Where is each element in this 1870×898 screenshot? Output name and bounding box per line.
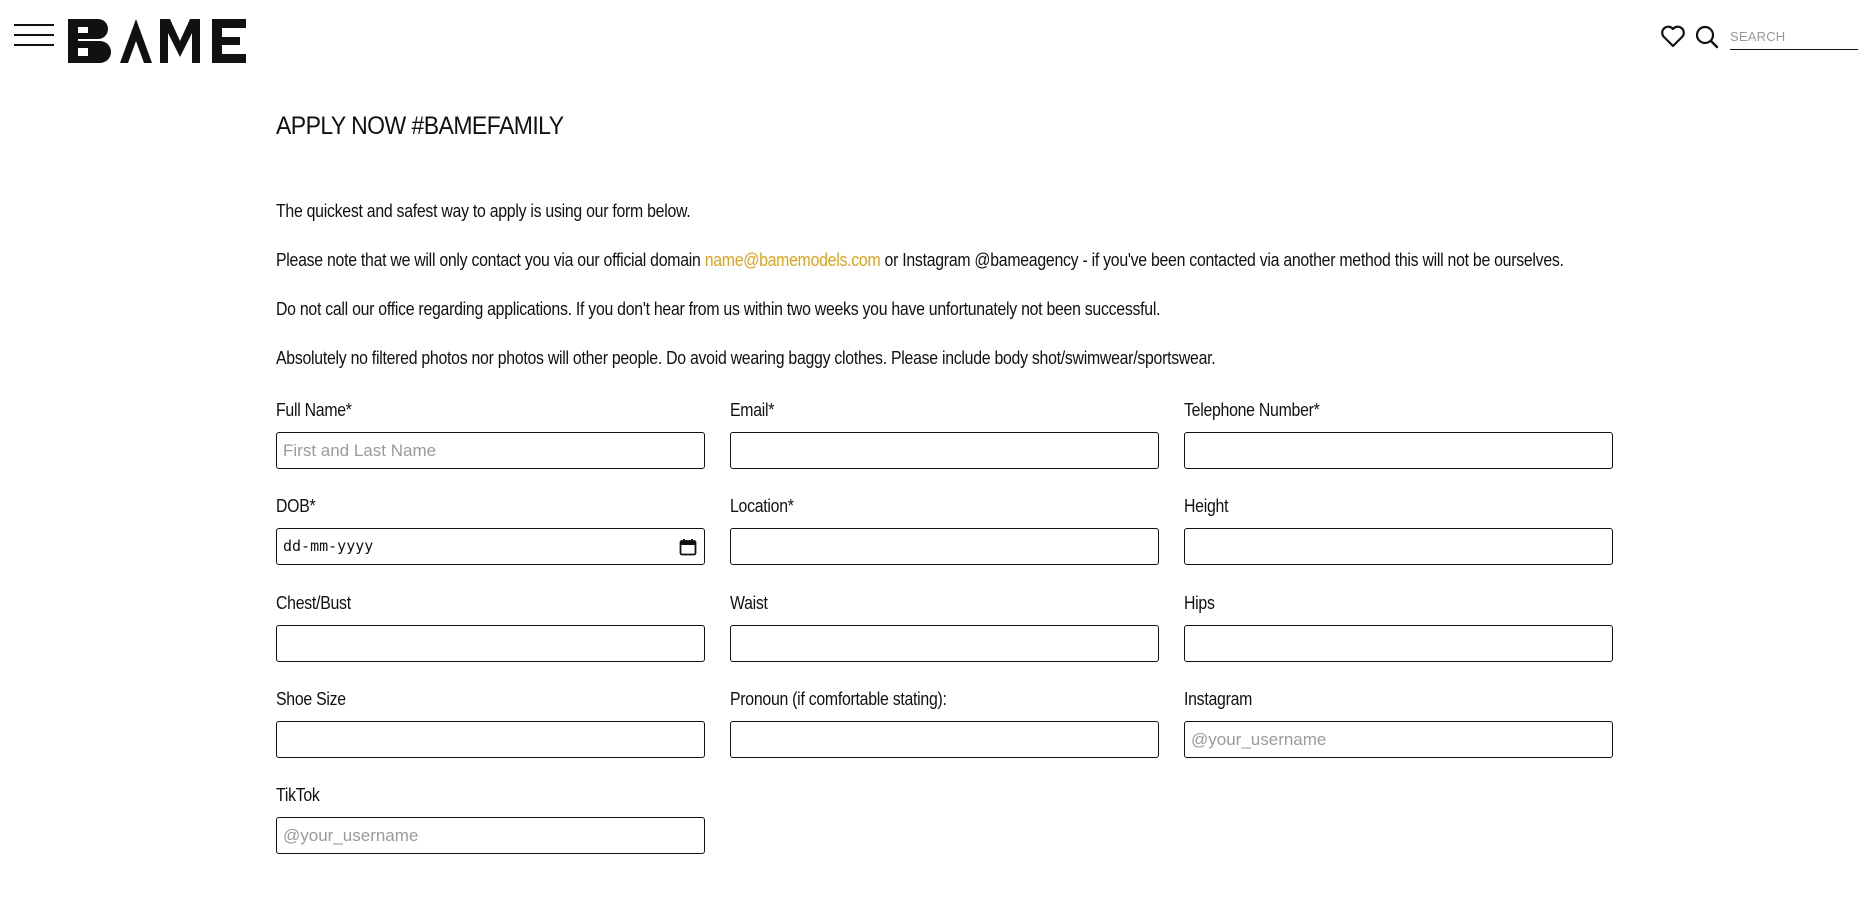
search-icon[interactable] <box>1694 24 1720 50</box>
full-name-input[interactable] <box>276 432 705 469</box>
contact-notice-paragraph <box>276 250 1564 271</box>
pronoun-label: Pronoun (if comfortable stating): <box>730 689 947 709</box>
chest-label: Chest/Bust <box>276 593 351 613</box>
tiktok-input[interactable] <box>276 817 705 854</box>
tiktok-label: TikTok <box>276 785 320 805</box>
menu-line <box>14 24 54 26</box>
dob-input[interactable] <box>276 528 705 565</box>
shoe-size-label: Shoe Size <box>276 689 346 709</box>
search-input[interactable] <box>1730 24 1858 50</box>
page-title: APPLY NOW #BAMEFAMILY <box>276 112 564 140</box>
contact-notice-text: or Instagram @bameagency - if you've been contacted via another method this will not be ourselves. <box>880 250 1564 270</box>
contact-notice-text: Please note that we will only contact you via our official domain <box>276 250 705 270</box>
pronoun-field-group <box>730 689 1159 758</box>
full-name-label: Full Name* <box>276 400 352 420</box>
shoe-size-input[interactable] <box>276 721 705 758</box>
chest-input[interactable] <box>276 625 705 662</box>
location-input[interactable] <box>730 528 1159 565</box>
photo-guidelines-paragraph: Absolutely no filtered photos nor photos will other people. Do avoid wearing baggy clothes. Please include body shot/swimwear/sportswear. <box>276 348 1216 368</box>
location-field-group <box>730 496 1159 565</box>
menu-line <box>14 34 54 36</box>
email-field-group <box>730 400 1159 469</box>
hips-label: Hips <box>1184 593 1215 613</box>
dob-label: DOB* <box>276 496 316 516</box>
telephone-label: Telephone Number* <box>1184 400 1320 420</box>
telephone-field-group <box>1184 400 1613 469</box>
site-header <box>0 0 1870 80</box>
pronoun-input[interactable] <box>730 721 1159 758</box>
dob-field-group <box>276 496 705 565</box>
email-input[interactable] <box>730 432 1159 469</box>
calendar-icon[interactable] <box>679 538 697 556</box>
menu-line <box>14 44 54 46</box>
waist-input[interactable] <box>730 625 1159 662</box>
heart-icon[interactable] <box>1660 24 1686 48</box>
hamburger-menu-icon[interactable] <box>14 22 54 48</box>
height-label: Height <box>1184 496 1229 516</box>
application-intro <box>276 112 1616 368</box>
waist-label: Waist <box>730 593 768 613</box>
email-label: Email* <box>730 400 775 420</box>
location-label: Location* <box>730 496 794 516</box>
intro-paragraph: The quickest and safest way to apply is using our form below. <box>276 201 691 221</box>
tiktok-field-group <box>276 785 705 854</box>
instagram-label: Instagram <box>1184 689 1253 709</box>
official-email-link[interactable]: name@bamemodels.com <box>704 250 881 270</box>
dob-value: dd-mm-yyyy <box>283 537 374 555</box>
header-tools <box>1660 22 1870 52</box>
height-field-group <box>1184 496 1613 565</box>
instagram-field-group <box>1184 689 1613 758</box>
bame-logo[interactable] <box>68 19 268 63</box>
hips-input[interactable] <box>1184 625 1613 662</box>
telephone-input[interactable] <box>1184 432 1613 469</box>
shoe-size-field-group <box>276 689 705 758</box>
waist-field-group <box>730 593 1159 662</box>
hips-field-group <box>1184 593 1613 662</box>
bame-logo-graphic <box>68 19 268 63</box>
instagram-input[interactable] <box>1184 721 1613 758</box>
height-input[interactable] <box>1184 528 1613 565</box>
full-name-field-group <box>276 400 705 469</box>
no-call-paragraph: Do not call our office regarding applications. If you don't hear from us within two weeks you have unfortunately not been successful. <box>276 299 1161 319</box>
chest-field-group <box>276 593 705 662</box>
